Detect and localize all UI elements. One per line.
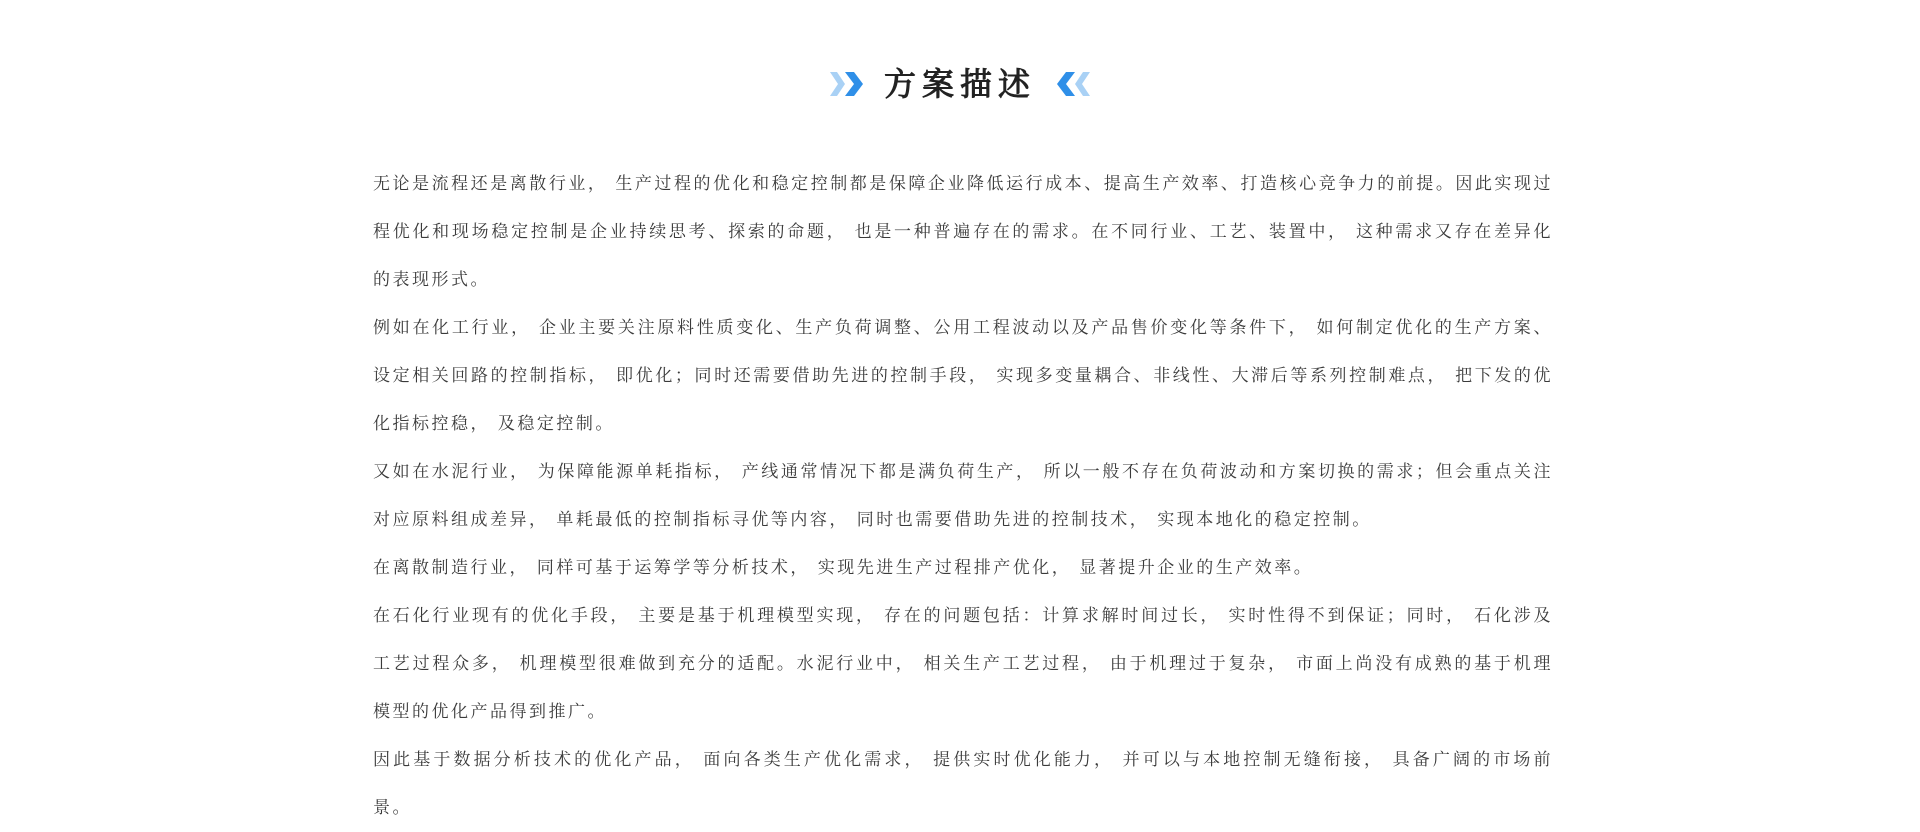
description-body bbox=[373, 160, 1553, 832]
paragraph-cement-industry: 又如在水泥行业， 为保障能源单耗指标， 产线通常情况下都是满负荷生产， 所以一般不存在负荷波动和方案切换的需求；但会重点关注对应原料组成差异， 单耗最低的控制指标寻优等内容， 同时也需要借助先进的控制技术， 实现本地化的稳定控制。 bbox=[373, 462, 1553, 530]
page-title: 方案描述 bbox=[883, 65, 1036, 103]
paragraph-discrete-manufacturing: 在离散制造行业， 同样可基于运筹学等分析技术， 实现先进生产过程排产优化， 显著提升企业的生产效率。 bbox=[373, 558, 1314, 578]
section-header bbox=[0, 64, 1920, 104]
paragraph-overview: 无论是流程还是离散行业， 生产过程的优化和稳定控制都是保障企业降低运行成本、提高生产效率、打造核心竞争力的前提。因此实现过程优化和现场稳定控制是企业持续思考、探索的命题， 也是一种普遍存在的需求。在不同行业、工艺、装置中， 这种需求又存在差异化的表现形式。 bbox=[373, 174, 1553, 290]
chevron-double-right-icon bbox=[828, 71, 866, 97]
chevron-double-left-icon bbox=[1054, 71, 1092, 97]
paragraph-chemical-industry: 例如在化工行业， 企业主要关注原料性质变化、生产负荷调整、公用工程波动以及产品售价变化等条件下， 如何制定优化的生产方案、设定相关回路的控制指标， 即优化；同时还需要借助先进的控制手段， 实现多变量耦合、非线性、大滞后等系列控制难点， 把下发的优化指标控稳， 及稳定控制。 bbox=[373, 318, 1553, 434]
paragraph-petrochemical-industry: 在石化行业现有的优化手段， 主要是基于机理模型实现， 存在的问题包括：计算求解时间过长， 实时性得不到保证；同时， 石化涉及工艺过程众多， 机理模型很难做到充分的适配。水泥行业中， 相关生产工艺过程， 由于机理过于复杂， 市面上尚没有成熟的基于机理模型的优化产品得到推广。 bbox=[373, 606, 1553, 722]
paragraph-conclusion: 因此基于数据分析技术的优化产品， 面向各类生产优化需求， 提供实时优化能力， 并可以与本地控制无缝衔接， 具备广阔的市场前景。 bbox=[373, 750, 1553, 818]
